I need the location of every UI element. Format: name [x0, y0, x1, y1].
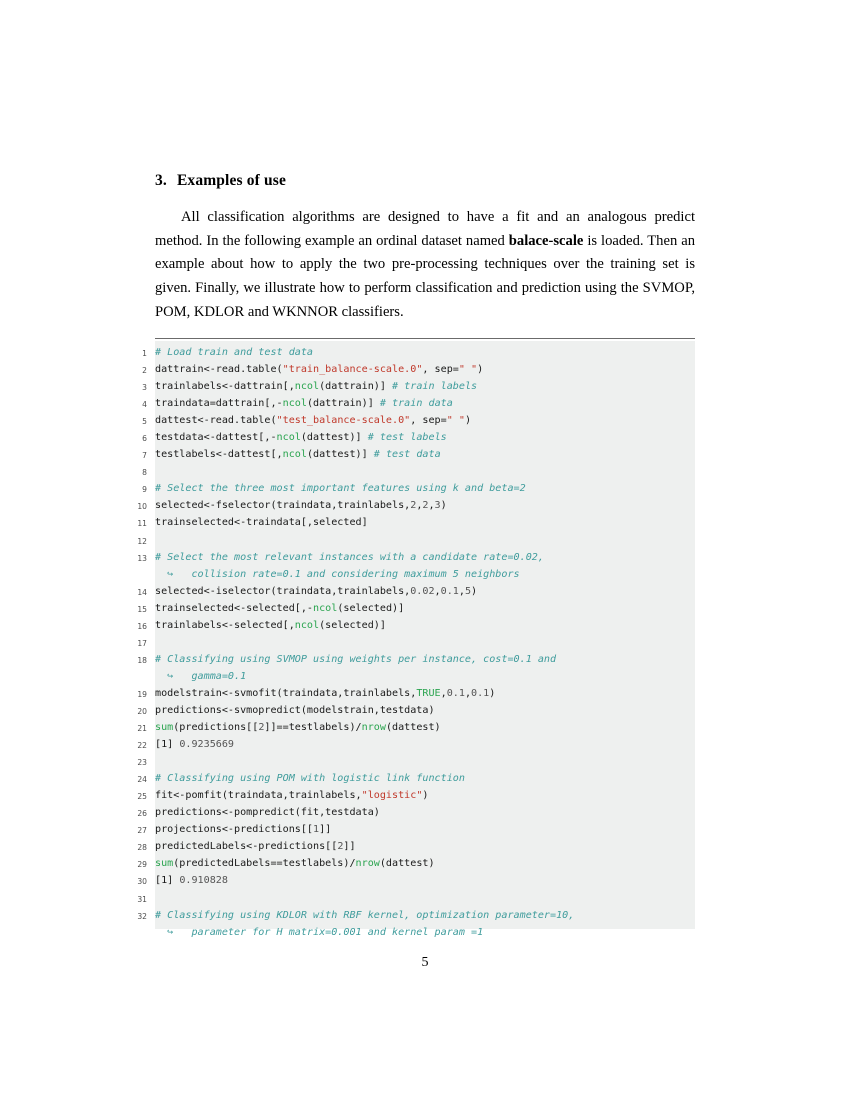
code-line	[129, 651, 695, 668]
intro-paragraph	[155, 206, 695, 324]
line-number: 16	[137, 621, 147, 631]
code-line	[129, 412, 695, 429]
code-token-plain: [1]	[155, 739, 180, 751]
code-token-comment: # Classifying using SVMOP using weights per instance, cost=0.1 and	[155, 653, 557, 665]
code-token-plain: , sep=	[422, 364, 459, 376]
line-number: 22	[137, 741, 147, 751]
code-token-num: 5	[464, 585, 472, 597]
code-token-plain: (dattest)]	[300, 432, 368, 444]
code-token-plain: (dattest)	[379, 858, 435, 870]
code-line	[129, 736, 695, 753]
code-line	[129, 566, 695, 583]
code-line	[129, 395, 695, 412]
code-token-string: " "	[446, 415, 465, 427]
code-token-num: 2	[258, 722, 265, 734]
code-line	[129, 668, 695, 685]
code-token-comment: # test data	[373, 449, 441, 461]
code-token-plain: selected<-fselector(traindata,trainlabels,	[155, 500, 411, 512]
code-token-plain: ,	[434, 585, 441, 597]
code-token-plain: traindata=dattrain[,-	[155, 398, 283, 410]
code-token-plain: (selected)]	[337, 602, 405, 614]
code-line	[129, 480, 695, 497]
code-token-plain: ,	[464, 687, 472, 699]
line-number: 29	[137, 860, 147, 870]
code-line	[129, 872, 695, 889]
code-line	[129, 344, 695, 361]
line-number: 5	[142, 417, 147, 427]
line-number: 18	[137, 655, 147, 665]
code-line	[129, 600, 695, 617]
line-number: 13	[137, 553, 147, 563]
code-listing	[129, 338, 695, 941]
paragraph-bold-term: balace-scale	[508, 232, 584, 249]
code-token-kw: ncol	[313, 602, 338, 614]
code-token-string: "test_balance-scale.0"	[276, 415, 411, 427]
line-number: 11	[137, 519, 147, 529]
line-number: 21	[137, 724, 147, 734]
code-token-plain: ,	[458, 585, 465, 597]
section-number: 3.	[155, 172, 167, 189]
line-number: 25	[137, 792, 147, 802]
code-token-plain: predictions<-svmopredict(modelstrain,testdata)	[155, 704, 435, 716]
code-line	[129, 821, 695, 838]
code-line	[129, 634, 695, 651]
line-number: 10	[137, 502, 147, 512]
code-token-num: 0.9235669	[179, 739, 235, 751]
section-title-text: Examples of use	[176, 172, 286, 189]
code-token-plain: )	[489, 687, 496, 699]
code-token-comment: # Select the three most important features using k and beta=2	[155, 483, 526, 495]
code-line	[129, 549, 695, 566]
code-token-plain: ,	[428, 500, 435, 512]
code-token-plain: trainlabels<-selected[,	[155, 619, 295, 631]
line-number: 8	[142, 468, 147, 478]
code-token-num: 2	[337, 841, 344, 853]
code-token-num: 0.910828	[179, 875, 228, 887]
line-number: 6	[142, 434, 147, 444]
line-number: 1	[142, 349, 147, 358]
code-line	[129, 753, 695, 770]
paragraph-part-2: is loaded. Then an example about how to apply the two pre-processing techniques over the training set is given. Finally, we illustrate how to perform classification and prediction using the SVMOP, POM, KDLOR and WKNNOR classifiers.	[155, 232, 695, 320]
code-lines	[129, 338, 695, 941]
code-token-plain: testdata<-dattest[,-	[155, 432, 277, 444]
code-token-plain: dattest<-read.table(	[155, 415, 277, 427]
line-number: 3	[142, 383, 147, 393]
line-number: 4	[142, 400, 147, 410]
line-number: 24	[137, 775, 147, 785]
code-token-comment: # Load train and test data	[155, 347, 314, 358]
code-token-kw: ncol	[294, 381, 320, 393]
code-token-kw: sum	[155, 722, 174, 734]
line-number: 26	[137, 809, 147, 819]
code-token-num: 0.02	[410, 585, 435, 597]
code-token-plain: [1]	[155, 875, 180, 887]
code-token-comment: # test labels	[367, 432, 447, 444]
code-token-comment: ↪ gamma=0.1	[155, 670, 247, 682]
code-line	[129, 702, 695, 719]
code-token-kw: ncol	[276, 432, 301, 444]
code-token-num: 2	[422, 500, 429, 512]
line-number: 15	[137, 604, 147, 614]
line-number: 30	[137, 877, 147, 887]
code-token-string: "train_balance-scale.0"	[282, 364, 423, 376]
code-token-plain: predictedLabels<-predictions[[	[155, 841, 338, 853]
code-token-plain: fit<-pomfit(traindata,trainlabels,	[155, 790, 362, 802]
code-token-plain: predictions<-pompredict(fit,testdata)	[155, 807, 380, 819]
code-token-string: "logistic"	[361, 790, 423, 802]
code-token-kw: ncol	[282, 449, 307, 461]
line-number: 23	[137, 758, 147, 768]
code-token-comment: # Classifying using POM with logistic link function	[155, 773, 465, 785]
page-number: 5	[421, 955, 429, 970]
code-token-num: 3	[434, 500, 441, 512]
code-token-plain: testlabels<-dattest[,	[155, 449, 283, 461]
code-token-kw: ncol	[294, 619, 320, 631]
code-line	[129, 890, 695, 907]
code-token-string: " "	[458, 364, 478, 376]
page-content	[155, 172, 695, 324]
code-line	[129, 617, 695, 634]
code-token-num: 0.1	[446, 687, 465, 699]
code-token-plain: modelstrain<-svmofit(traindata,trainlabels,	[155, 687, 417, 699]
code-token-kw: nrow	[355, 858, 380, 870]
code-token-comment: ↪ collision rate=0.1 and considering maximum 5 neighbors	[155, 568, 520, 580]
code-token-num: 1	[313, 824, 320, 836]
code-token-plain: dattrain<-read.table(	[155, 364, 283, 376]
code-token-plain: ,	[416, 500, 423, 512]
code-token-plain: trainselected<-traindata[,selected]	[155, 517, 368, 529]
code-line	[129, 463, 695, 480]
code-token-plain: (dattest)	[385, 722, 441, 734]
line-number: 32	[137, 911, 147, 921]
code-line	[129, 497, 695, 514]
code-line	[129, 429, 695, 446]
code-token-plain: (predictedLabels==testlabels)/	[173, 858, 356, 870]
code-token-kw: nrow	[361, 722, 386, 734]
code-line	[129, 514, 695, 531]
line-number: 2	[142, 366, 147, 376]
line-number: 20	[137, 706, 147, 716]
code-token-plain: )	[471, 585, 478, 597]
code-token-kw: ncol	[282, 398, 307, 410]
code-token-num: 2	[410, 500, 417, 512]
code-line	[129, 532, 695, 549]
code-token-plain: (predictions[[	[173, 722, 259, 734]
line-number: 27	[137, 826, 147, 836]
code-line	[129, 719, 695, 736]
section-heading	[155, 172, 695, 190]
line-number: 7	[142, 451, 147, 461]
code-token-kw: sum	[155, 858, 174, 870]
code-line	[129, 361, 695, 378]
code-token-plain: , sep=	[410, 415, 447, 427]
code-token-comment: ↪ parameter for H matrix=0.001 and kernel param =1	[155, 926, 484, 938]
code-line	[129, 804, 695, 821]
code-token-plain: projections<-predictions[[	[155, 824, 314, 836]
code-line	[129, 787, 695, 804]
code-token-plain: )	[464, 415, 472, 427]
code-token-num: 0.1	[471, 687, 490, 699]
code-token-comment: # train data	[379, 398, 453, 410]
line-number: 12	[137, 536, 147, 546]
code-token-plain: trainlabels<-dattrain[,	[155, 381, 295, 393]
code-token-comment: # Select the most relevant instances with a candidate rate=0.02,	[155, 551, 544, 563]
line-number: 17	[137, 638, 147, 648]
code-token-plain: )	[477, 364, 484, 376]
code-token-plain: (dattrain)]	[319, 381, 393, 393]
code-token-plain: ]]==testlabels)/	[264, 722, 362, 734]
line-number: 31	[137, 894, 147, 904]
code-token-plain: ]]	[343, 841, 356, 853]
code-token-plain: )	[422, 790, 429, 802]
code-token-kw: TRUE	[416, 687, 441, 699]
code-token-plain: trainselected<-selected[,-	[155, 602, 314, 614]
code-token-plain: ,	[440, 687, 447, 699]
line-number: 9	[142, 485, 147, 495]
code-token-plain: ]]	[319, 824, 332, 836]
line-number: 19	[137, 689, 147, 699]
code-line	[129, 446, 695, 463]
code-line	[129, 855, 695, 872]
code-token-comment: # train labels	[392, 381, 478, 393]
code-token-plain: )	[440, 500, 447, 512]
code-token-comment: # Classifying using KDLOR with RBF kernel, optimization parameter=10,	[155, 909, 575, 921]
line-number: 28	[137, 843, 147, 853]
code-token-num: 0.1	[440, 585, 459, 597]
line-number: 14	[137, 587, 147, 597]
code-line	[129, 907, 695, 924]
code-line	[129, 770, 695, 787]
code-line	[129, 838, 695, 855]
code-token-plain: (dattrain)]	[306, 398, 380, 410]
code-token-plain: (selected)]	[319, 619, 386, 631]
code-line	[129, 378, 695, 395]
code-line	[129, 685, 695, 702]
code-line	[129, 924, 695, 941]
code-token-plain: (dattest)]	[306, 449, 374, 461]
code-token-plain: selected<-iselector(traindata,trainlabels,	[155, 585, 411, 597]
paragraph-part-1: All classification algorithms are designed to have a fit and an analogous predict method. In the following example an ordinal dataset named	[155, 209, 695, 249]
code-line	[129, 583, 695, 600]
